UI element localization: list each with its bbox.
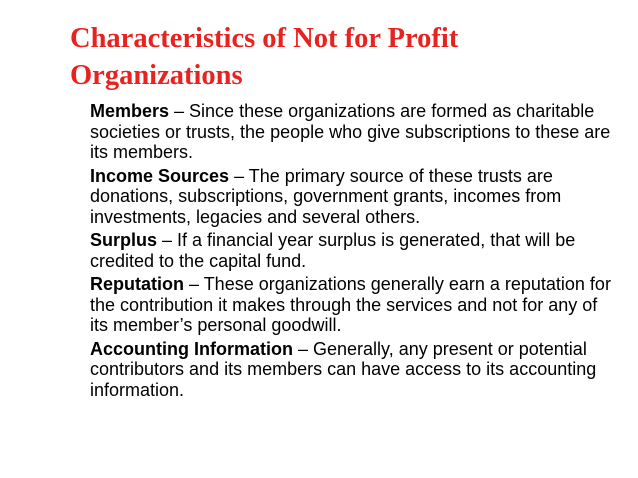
bullet-item-accounting-information bbox=[70, 339, 620, 401]
bullet-term: Surplus bbox=[90, 230, 158, 250]
bullet-term: Reputation bbox=[90, 274, 184, 294]
slide-title: Characteristics of Not for Profit Organizations bbox=[70, 23, 459, 91]
bullet-term: Members bbox=[90, 101, 170, 121]
bullet-item-income-sources bbox=[70, 166, 620, 228]
bullet-item-reputation bbox=[70, 274, 620, 336]
bullet-item-members bbox=[70, 101, 620, 163]
bullet-term: Accounting Information bbox=[90, 338, 293, 359]
bullet-text: – The primary source of these trusts are donations, subscriptions, government grants, incomes from investments, legacies and several others. bbox=[90, 165, 562, 227]
bullet-term: Income Sources bbox=[90, 165, 230, 186]
bullet-text: – Generally, any present or potential contributors and its members can have access to its accounting information. bbox=[90, 338, 597, 400]
bullet-list bbox=[70, 101, 620, 403]
bullet-item-surplus bbox=[70, 230, 620, 271]
bullet-text: – Since these organizations are formed as charitable societies or trusts, the people who give subscriptions to these are its members. bbox=[90, 101, 611, 162]
bullet-text: – If a financial year surplus is generated, that will be credited to the capital fund. bbox=[90, 230, 576, 271]
bullet-text: – These organizations generally earn a reputation for the contribution it makes through the services and not for any of its member’s personal goodwill. bbox=[90, 274, 611, 335]
